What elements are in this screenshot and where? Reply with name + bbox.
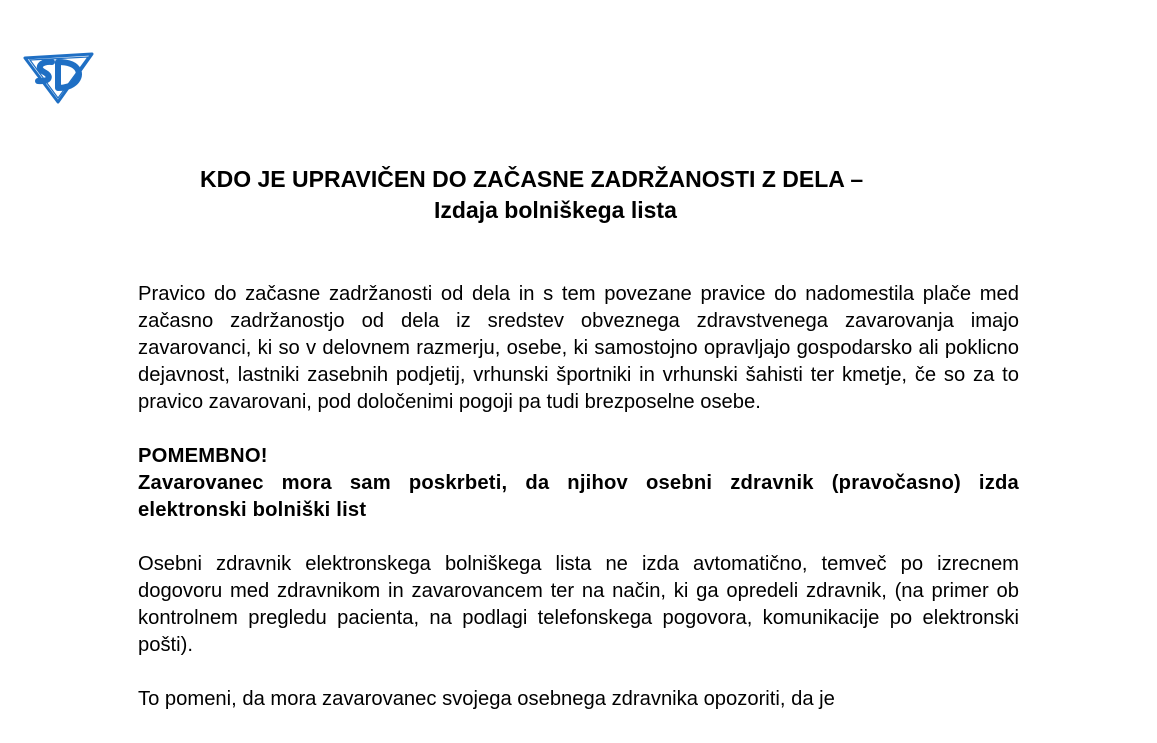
title-line-2: Izdaja bolniškega lista	[434, 197, 677, 223]
paragraph-notice: To pomeni, da mora zavarovanec svojega osebnega zdravnika opozoriti, da je	[138, 688, 835, 710]
title-line-1: KDO JE UPRAVIČEN DO ZAČASNE ZADRŽANOSTI Z DELA –	[200, 166, 864, 192]
paragraph-entitlement: Pravico do začasne zadržanosti od dela in s tem povezane pravice do nadomestila plače med začasno zadržanostjo od dela iz sredstev obveznega zdravstvenega zavarovanja imajo zavarovanci, ki so v delovnem razmerju, osebe, ki samostojno opravljajo gospodarsko ali poklicno dejavnost, lastniki zasebnih podjetij, vrhunski športniki in vrhunski šahisti ter kmetje, če so za to pravico zavarovani, pod določenimi pogoji pa tudi brezposelne osebe.	[138, 283, 1019, 413]
important-heading: POMEMBNO!	[138, 445, 268, 467]
important-text: Zavarovanec mora sam poskrbeti, da njihov osebni zdravnik (pravočasno) izda elektronski bolniški list	[138, 472, 1019, 521]
document-title	[0, 164, 1157, 226]
sd-shield-logo-icon	[22, 48, 96, 104]
document-body	[138, 281, 1019, 713]
paragraph-issuance: Osebni zdravnik elektronskega bolniškega lista ne izda avtomatično, temveč po izrecnem dogovoru med zdravnikom in zavarovancem ter na način, ki ga opredeli zdravnik, (na primer ob kontrolnem pregledu pacienta, na podlagi telefonskega pogovora, komunikacije po elektronski pošti).	[138, 553, 1019, 656]
